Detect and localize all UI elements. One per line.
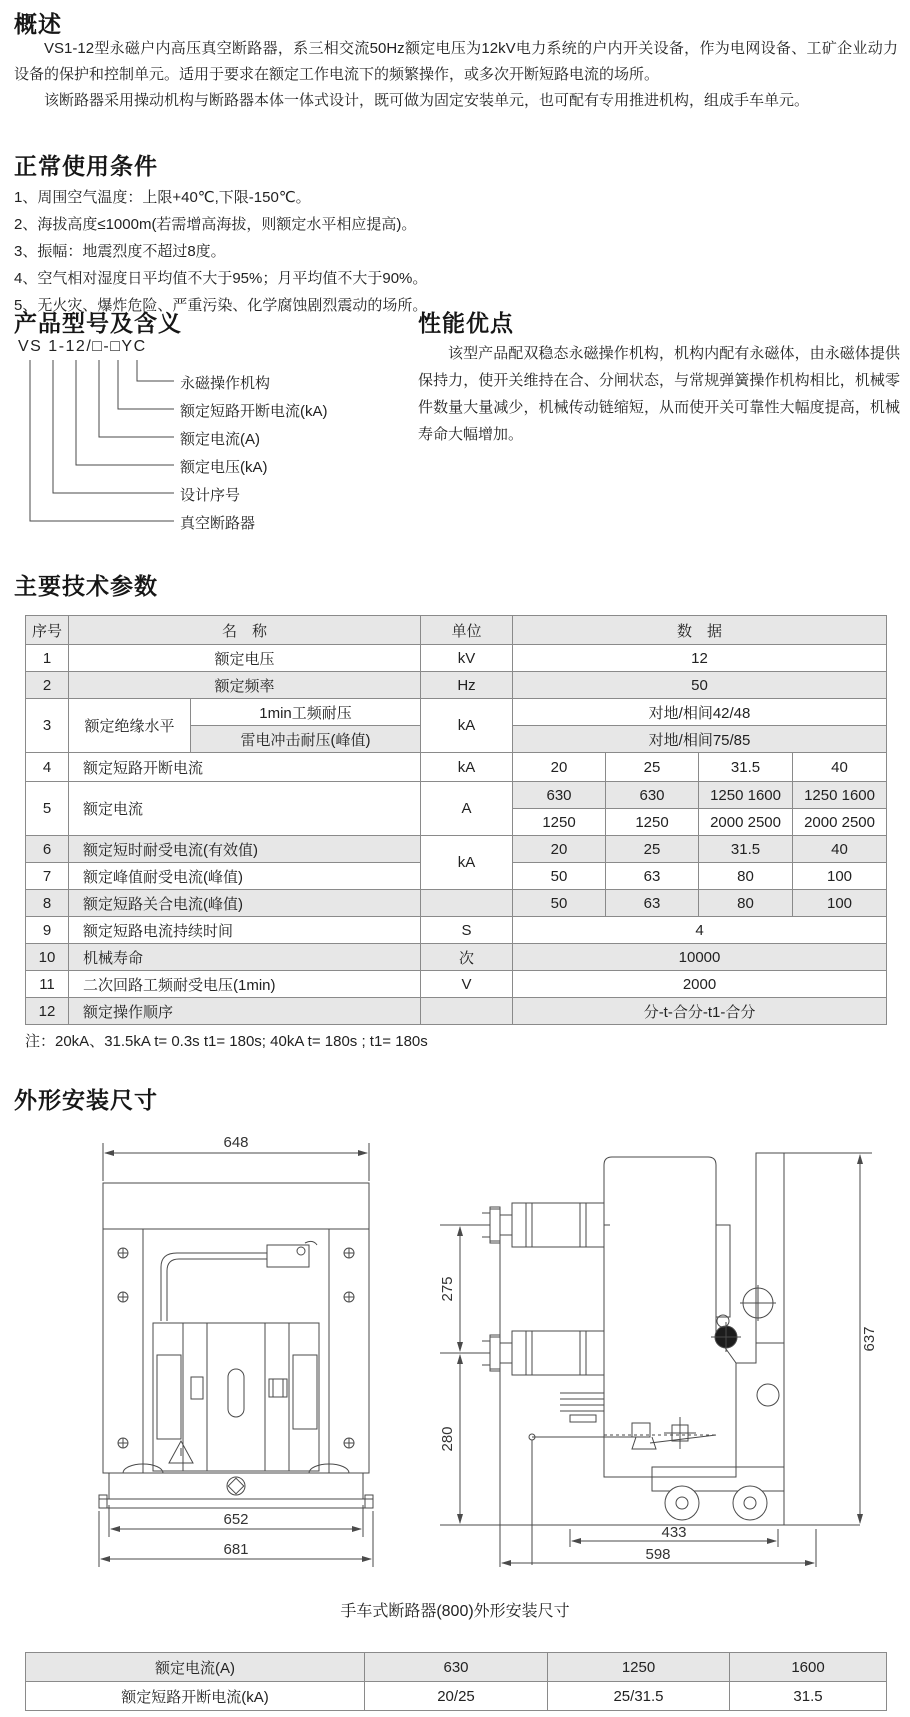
table-row [26,1653,887,1682]
params-title: 主要技术参数 [14,573,158,599]
cell-data: 40 [793,836,887,863]
cell-no: 8 [26,890,69,917]
overview-paragraph-2: 该断路器采用操动机构与断路器本体一体式设计，既可做为固定安装单元，也可配有专用推进机构，组成手车单元。 [44,92,810,109]
cell-data: 2000 [513,971,887,998]
conditions-title: 正常使用条件 [14,153,158,179]
cell-name: 额定绝缘水平 [69,699,191,753]
cell-data: 对地/相间42/48 [513,699,887,726]
table-row [26,917,887,944]
model-title: 产品型号及含义 [14,310,182,336]
cell-no: 9 [26,917,69,944]
condition-item: 5、无火灾、爆炸危险、严重污染、化学腐蚀剧烈震动的场所。 [14,297,428,314]
drawing-caption: 手车式断路器(800)外形安装尺寸 [340,1603,570,1620]
cell-data: 80 [699,890,793,917]
cell-data: 63 [606,863,699,890]
cell-subname: 雷电冲击耐压(峰值) [191,726,421,753]
table-row [26,645,887,672]
condition-item: 2、海拔高度≤1000m(若需增高海拔，则额定水平相应提高)。 [14,216,417,233]
cell-name: 额定频率 [69,672,421,699]
cell-unit: 次 [421,944,513,971]
cell-name: 机械寿命 [69,944,421,971]
cell-value: 630 [365,1653,548,1682]
dim-front-width-base: 652 [223,1511,249,1528]
side-view-drawing [420,1105,900,1570]
cell-unit: Hz [421,672,513,699]
cell-data: 31.5 [699,753,793,782]
cell-data: 对地/相间75/85 [513,726,887,753]
advantages-paragraph: 该型产品配双稳态永磁操作机构，机构内配有永磁体，由永磁体提供保持力，使开关维持在合、分闸状态，与常规弹簧操作机构相比，机械零件数量大量减少，机械传动链缩短，从而使开关可靠性大幅度提高，机械寿命大幅增加。 [418,345,900,443]
cell-name: 额定短路关合电流(峰值) [69,890,421,917]
header-name: 名 称 [69,616,421,645]
table-row [26,782,887,809]
table-row [26,944,887,971]
cell-no: 4 [26,753,69,782]
cell-no: 10 [26,944,69,971]
cell-name: 额定短路开断电流 [69,753,421,782]
cell-no: 6 [26,836,69,863]
table-row [26,699,887,726]
cell-data: 80 [699,863,793,890]
cell-data: 63 [606,890,699,917]
model-label-design-serial: 设计序号 [180,487,241,504]
cell-data: 2000 2500 [699,809,793,836]
cell-name: 额定峰值耐受电流(峰值) [69,863,421,890]
cell-value: 31.5 [730,1682,887,1711]
cell-name: 额定电压 [69,645,421,672]
table-row [26,753,887,782]
cell-data: 100 [793,863,887,890]
model-code: VS 1-12/□-□YC [18,338,147,355]
table-row [26,672,887,699]
cell-value: 25/31.5 [548,1682,730,1711]
table-row [26,836,887,863]
cell-no: 7 [26,863,69,890]
advantages-title: 性能优点 [418,310,514,336]
cell-data: 1250 [513,809,606,836]
cell-label: 额定电流(A) [26,1653,365,1682]
cell-unit: A [421,782,513,836]
table-row [26,890,887,917]
cell-data: 12 [513,645,887,672]
cell-no: 11 [26,971,69,998]
dim-side-overall-height: 637 [861,1326,878,1352]
model-label-rated-voltage: 额定电压(kA) [180,459,268,476]
cell-data: 630 [606,782,699,809]
overview-title: 概述 [14,11,62,37]
overview-paragraph-1: VS1-12型永磁户内高压真空断路器，系三相交流50Hz额定电压为12kV电力系统的户内开关设备，作为电网设备、工矿企业动力设备的保护和控制单元。适用于要求在额定工作电流下的频繁操作，或多次开断短路电流的场所。 [14,40,898,83]
cell-name: 额定短路电流持续时间 [69,917,421,944]
cell-data: 10000 [513,944,887,971]
technical-parameters-table [25,615,887,1025]
cell-unit: V [421,971,513,998]
cell-no: 3 [26,699,69,753]
cell-unit: S [421,917,513,944]
dim-side-overall-width: 598 [645,1546,671,1563]
condition-item: 4、空气相对湿度日平均值不大于95%；月平均值不大于90%。 [14,270,428,287]
cell-data: 40 [793,753,887,782]
cell-data: 1250 [606,809,699,836]
cell-data: 20 [513,753,606,782]
cell-unit-empty [421,890,513,917]
cell-name: 额定短时耐受电流(有效值) [69,836,421,863]
cell-unit: kV [421,645,513,672]
cell-unit: kA [421,699,513,753]
cell-data: 630 [513,782,606,809]
model-label-rated-current: 额定电流(A) [180,431,260,448]
front-view-drawing [65,1125,405,1575]
cell-data: 50 [513,863,606,890]
table-row [26,1682,887,1711]
cell-data: 25 [606,836,699,863]
cell-data: 100 [793,890,887,917]
cell-unit-empty [421,998,513,1025]
condition-item: 1、周围空气温度：上限+40℃,下限-150℃。 [14,189,311,206]
header-data: 数 据 [513,616,887,645]
table-row [26,971,887,998]
model-label-vacuum-breaker: 真空断路器 [180,515,256,532]
dim-side-lower-height: 280 [439,1426,456,1452]
cell-data: 4 [513,917,887,944]
dim-front-width-top: 648 [223,1134,249,1151]
cell-data: 2000 2500 [793,809,887,836]
cell-data: 50 [513,890,606,917]
cell-no: 2 [26,672,69,699]
model-designation-diagram [14,338,454,538]
header-unit: 单位 [421,616,513,645]
table-footnote: 注：20kA、31.5kA t= 0.3s t1= 180s; 40kA t= 180s ; t1= 180s [25,1033,428,1050]
cell-no: 1 [26,645,69,672]
cell-value: 1250 [548,1653,730,1682]
ratings-table [25,1652,887,1711]
cell-value: 1600 [730,1653,887,1682]
cell-data: 50 [513,672,887,699]
dim-front-width-overall: 681 [223,1541,249,1558]
model-label-breaking-current: 额定短路开断电流(kA) [180,403,328,420]
table-row [26,998,887,1025]
cell-data: 25 [606,753,699,782]
cell-data: 分-t-合分-t1-合分 [513,998,887,1025]
cell-subname: 1min工频耐压 [191,699,421,726]
cell-value: 20/25 [365,1682,548,1711]
dim-side-inner-width: 433 [661,1524,687,1541]
cell-unit: kA [421,753,513,782]
dimensions-title: 外形安装尺寸 [14,1087,158,1113]
cell-no: 12 [26,998,69,1025]
cell-data: 1250 1600 [699,782,793,809]
cell-data: 1250 1600 [793,782,887,809]
cell-data: 20 [513,836,606,863]
cell-data: 31.5 [699,836,793,863]
cell-no: 5 [26,782,69,836]
cell-name: 额定电流 [69,782,421,836]
condition-item: 3、振幅：地震烈度不超过8度。 [14,243,226,260]
dim-side-upper-height: 275 [439,1276,456,1302]
table-header-row [26,616,887,645]
cell-name: 二次回路工频耐受电压(1min) [69,971,421,998]
cell-label: 额定短路开断电流(kA) [26,1682,365,1711]
header-no: 序号 [26,616,69,645]
cell-unit: kA [421,836,513,890]
model-label-operating-mechanism: 永磁操作机构 [180,375,271,392]
cell-name: 额定操作顺序 [69,998,421,1025]
